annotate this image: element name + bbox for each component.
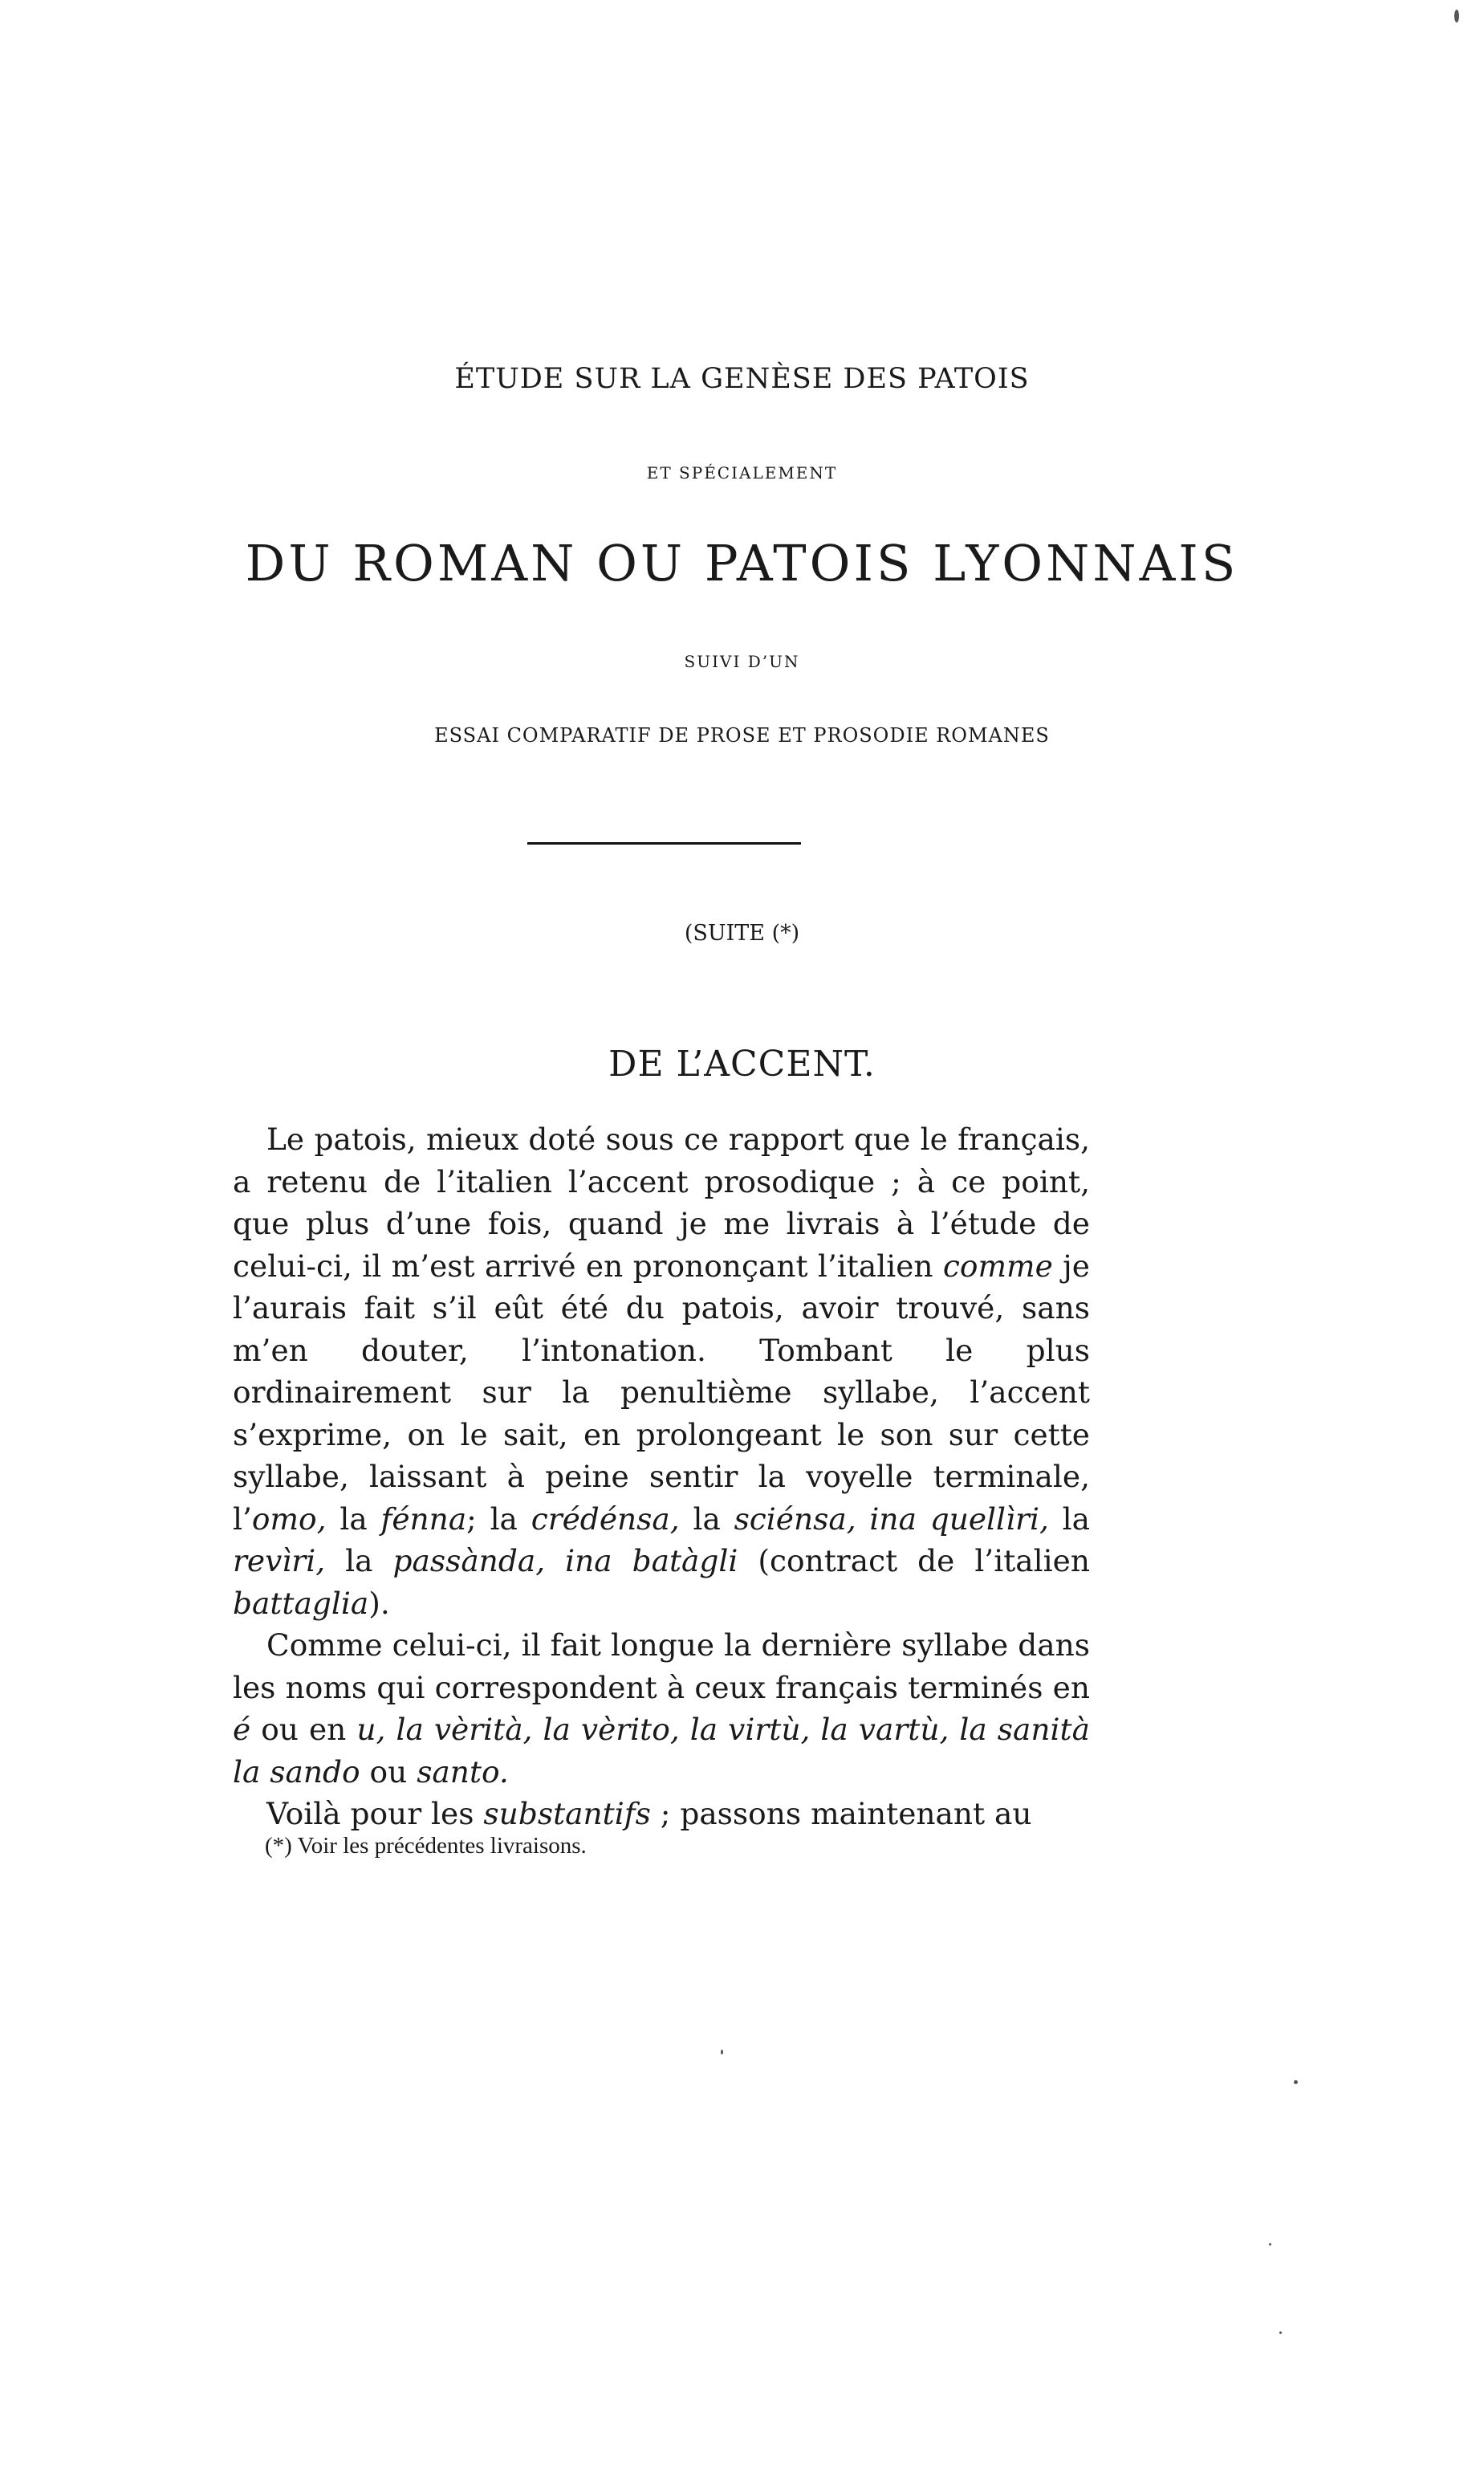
title-line-4: ESSAI COMPARATIF DE PROSE ET PROSODIE ROMANES (434, 724, 1050, 747)
scan-speck (1269, 2243, 1271, 2246)
paragraph-1: Le patois, mieux doté sous ce rapport que le français, a retenu de l’italien l’accent prosodique ; à ce point, que plus d’une fois, quand je me livrais à l’étude de celui-ci, il m’est arrivé en prononçant l’italien comme je l’aurais fait s’il eût été du patois, avoir trouvé, sans m’en douter, l’intonation. Tombant le plus ordinairement sur la penultième syllabe, l’accent s’exprime, on le sait, en prolongeant le son sur cette syllabe, laissant à peine sentir la voyelle terminale, l’omo, la fénna; la crédénsa, la sciénsa, ina quellìri, la revìri, la passànda, ina batàgli (contract de l’italien battaglia). (233, 1122, 1090, 1621)
section-heading: DE L’ACCENT. (608, 1044, 876, 1085)
scan-speck (1454, 10, 1459, 22)
title-line-3: SUIVI D’UN (684, 652, 800, 671)
scan-speck (1279, 2331, 1282, 2334)
continuation-note: (SUITE (*) (684, 921, 800, 946)
title-line-2: ET SPÉCIALEMENT (646, 463, 838, 483)
paragraph-3: Voilà pour les substantifs ; passons maintenant au (266, 1796, 1032, 1831)
horizontal-rule (527, 842, 801, 845)
footnote: (*) Voir les précédentes livraisons. (265, 1833, 587, 1859)
paragraph-2: Comme celui-ci, il fait longue la dernière syllabe dans les noms qui correspondent à ceux français terminés en é ou en u, la vèrità, la vèrito, la virtù, la vartù, la sanità la sando ou santo. (233, 1627, 1090, 1790)
title-line-1: ÉTUDE SUR LA GENÈSE DES PATOIS (454, 363, 1030, 395)
main-title: DU ROMAN OU PATOIS LYONNAIS (245, 534, 1239, 592)
body-text (233, 1118, 1090, 1835)
scan-speck (1294, 2080, 1298, 2084)
scan-speck (721, 2050, 723, 2054)
